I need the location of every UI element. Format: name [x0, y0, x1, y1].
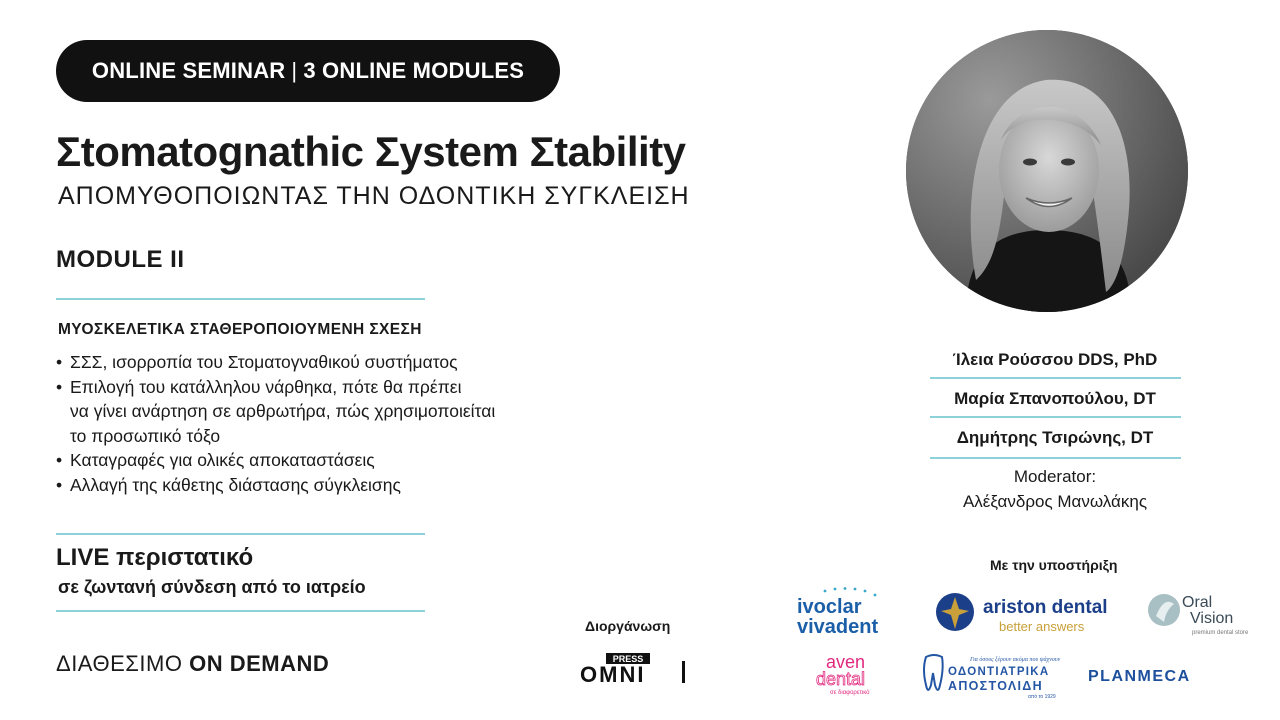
aven-logo-tagline: σε διαφορετικό — [830, 690, 870, 696]
pill-right-text: 3 ONLINE MODULES — [303, 58, 525, 83]
divider-rule — [930, 416, 1181, 418]
speaker-portrait-image — [906, 30, 1188, 312]
sponsors-label: Με την υποστήριξη — [990, 557, 1118, 573]
apostolidi-line1: ΟΔΟΝΤΙΑΤΡΙΚΑ — [948, 666, 1050, 678]
topics-list — [56, 350, 616, 497]
list-item — [56, 350, 616, 375]
ivoclar-logo-line1: ivoclar — [797, 596, 862, 618]
list-item-text: το προσωπικό τόξο — [70, 425, 221, 446]
planmeca-logo-text: PLANMECA — [1088, 668, 1191, 685]
seminar-title: Σtomatognathic Σystem Σtability — [56, 128, 686, 175]
list-item — [56, 448, 616, 473]
moderator-name: Αλέξανδρος Μανωλάκης — [962, 492, 1148, 511]
oral-vision-line2: Vision — [1190, 610, 1234, 627]
moderator-block — [930, 464, 1180, 514]
availability-line — [56, 651, 329, 677]
ariston-logo-tagline: better answers — [999, 619, 1085, 634]
divider-rule — [930, 457, 1181, 459]
divider-rule — [930, 377, 1181, 379]
availability-prefix: ΔΙΑΘΕΣΙΜΟ — [56, 651, 183, 676]
aven-logo-line1: aven — [826, 652, 866, 672]
speaker-name: Ίλεια Ρούσσου DDS, PhD — [952, 350, 1158, 369]
pill-left-text: ONLINE SEMINAR — [91, 58, 286, 83]
list-item-text: Καταγραφές για ολικές αποκαταστάσεις — [70, 450, 375, 470]
omni-press-logo-top: PRESS — [612, 654, 644, 664]
list-item — [56, 473, 616, 498]
speaker-name: Μαρία Σπανοπούλου, DT — [954, 389, 1156, 408]
list-item-text: Επιλογή του κατάλληλου νάρθηκα, πότε θα πρέπει — [70, 376, 462, 397]
aven-logo-line2: dental — [816, 669, 866, 689]
bullet-dot: • — [56, 450, 63, 470]
live-case-subtitle: σε ζωντανή σύνδεση από το ιατρείο — [58, 577, 366, 597]
speaker-name: Δημήτρης Τσιρώνης, DT — [956, 428, 1154, 447]
apostolidi-logo — [920, 651, 1066, 699]
ivoclar-vivadent-logo — [795, 586, 893, 638]
availability-emphasis: ON DEMAND — [189, 651, 330, 676]
moderator-label: Moderator: — [1013, 467, 1097, 486]
ivoclar-logo-line2: vivadent — [797, 616, 879, 638]
ariston-logo-name: ariston dental — [983, 597, 1108, 618]
ariston-dental-logo — [935, 591, 1115, 635]
divider-rule — [56, 610, 425, 612]
oral-vision-tagline: premium dental store — [1192, 630, 1248, 636]
live-case-title: LIVE περιστατικό — [56, 544, 254, 571]
oral-vision-line1: Oral — [1182, 594, 1213, 611]
bullet-dot: • — [56, 474, 63, 495]
speaker-portrait — [906, 30, 1188, 312]
list-item-text: ΣΣΣ, ισορροπία του Στοματογναθικού συστήματος — [70, 352, 458, 372]
apostolidi-since: από το 1929 — [1028, 694, 1056, 699]
omni-press-logo-main: OMNI — [580, 662, 646, 685]
seminar-subtitle: ΑΠΟΜΥΘΟΠΟΙΩΝΤΑΣ ΤΗΝ ΟΔΟΝΤΙΚΗ ΣΥΓΚΛΕΙΣΗ — [58, 182, 690, 210]
seminar-format-pill — [56, 40, 560, 102]
aven-dental-logo — [812, 651, 882, 697]
list-item — [56, 375, 616, 449]
bullet-dot: • — [56, 376, 63, 397]
apostolidi-line2: ΑΠΟΣΤΟΛΙΔΗ — [948, 679, 1043, 693]
module-label: MODULE II — [56, 246, 185, 273]
apostolidi-tagline: Για όσους ξέρουν ακόμα που ψάχνουν — [970, 657, 1061, 663]
list-item-text: να γίνει ανάρτηση σε αρθρωτήρα, πώς χρησιμοποιείται — [70, 401, 496, 421]
divider-rule — [56, 533, 425, 535]
bullet-dot: • — [56, 352, 63, 372]
organizer-label: Διοργάνωση — [585, 618, 671, 634]
list-item-text: Αλλαγή της κάθετης διάστασης σύγκλεισης — [70, 474, 401, 495]
oral-vision-logo — [1146, 590, 1248, 638]
divider-rule — [56, 298, 425, 300]
omni-press-logo — [578, 651, 690, 685]
topics-heading: ΜΥΟΣΚΕΛΕΤΙΚΑ ΣΤΑΘΕΡΟΠΟΙΟΥΜΕΝΗ ΣΧΕΣΗ — [58, 321, 422, 338]
planmeca-logo — [1086, 664, 1226, 686]
pill-separator: | — [291, 58, 298, 83]
